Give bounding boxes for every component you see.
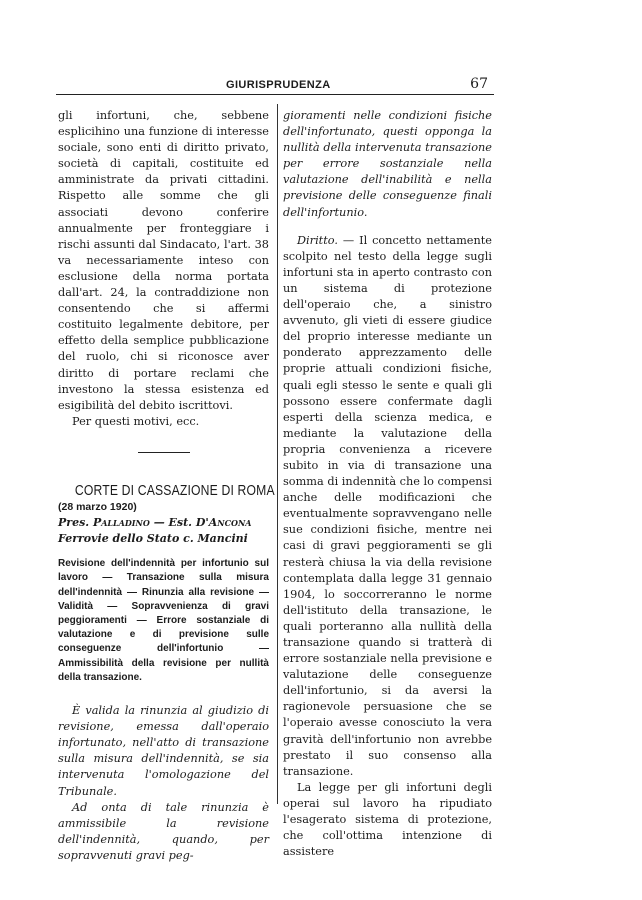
- column-divider: [277, 104, 278, 804]
- holding-paragraph-1: È valida la rinunzia al giudizio di revisione, emessa dall'operaio infortunato, nell'atto di transazione sulla misura dell'indennità, se sia intervenuta l'omologazione del Tribunale.: [58, 704, 269, 798]
- holding-paragraph-2: Ad onta di tale rinunzia è ammissibile la revisione dell'indennità, quando, per sopravvenuti gravi peg-: [58, 800, 269, 862]
- case-parties-line2: Ferrovie dello Stato c. Mancini: [58, 532, 248, 546]
- case-parties-line1: [58, 515, 269, 531]
- right-column: [283, 108, 492, 860]
- left-paragraph-continuation: gli infortuni, che, sebbene esplicihino una funzione di interesse sociale, sono enti di diritto privato, società di capitali, costituite ed amministrate da privati cittadini. Rispetto alle somme che gli associati devono conferire annualmente per fronteggiare i rischi assunti dal Sindacato, l'art. 38 va necessariamente inteso con esclusione della norma portata dall'art. 24, la contraddizione non consentendo che si affermi costituito legalmente debitore, per effetto della semplice pubblicazione del ruolo, chi si riconosce aver diritto di portare reclami che investono la stessa esistenza ed esigibilità del debito iscrittovi.: [58, 109, 269, 412]
- page-number: 67: [470, 76, 488, 92]
- running-head: [56, 76, 494, 95]
- left-column: [58, 108, 275, 864]
- paragraph-gap: [283, 221, 492, 233]
- court-heading: CORTE DI CASSAZIONE DI ROMA: [74, 482, 275, 499]
- section-separator: [138, 452, 190, 453]
- diritto-text: — Il concetto nettamente scolpito nel testo della legge sugli infortuni sta in aperto contrasto con un sistema di protezione dell'operaio che, a sinistro avvenuto, gli vieti di essere giudice del proprio interesse mediante un ponderato apprezzamento delle proprie attuali condizioni fisiche, quali egli stesso le sente e quali gli possono essere confermate dagli esperti della scienza medica, e mediante la valutazione della propria convenienza a ricevere subito in via di transazione una somma di indennità che lo compensi anche delle modificazioni che eventualmente sopravvengano nelle sue condizioni fisiche, mentre nei casi di gravi peggioramenti se gli resterà chiusa la via della revisione contemplata dalla legge 31 gennaio 1904, lo soccorreranno le norme dell'istituto della transazione, le quali porteranno alla nullità della transazione quando si tratterà di errore sostanziale nella previsione e valutazione delle conseguenze dell'infortunio, si da aversi la ragionevole persuasione che se l'operaio avesse conosciuto la vera gravità dell'infortunio non avrebbe prestato il suo consenso alla transazione.: [283, 233, 492, 778]
- law-paragraph: La legge per gli infortuni degli operai sul lavoro ha ripudiato l'esagerato sistema di protezione, che coll'ottima intenzione di assistere: [283, 780, 492, 859]
- estensore-prefix: — Est.: [153, 516, 193, 530]
- president-name: Palladino: [92, 516, 150, 530]
- diritto-paragraph: [283, 233, 492, 780]
- holding-continuation: gioramenti nelle condizioni fisiche dell'infortunato, questi opponga la nullità della intervenuta transazione per errore sostanziale nella valutazione dell'inabilità e nella previsione delle conseguenze finali dell'infortunio.: [283, 109, 492, 219]
- decision-date: (28 marzo 1920): [58, 500, 137, 513]
- running-head-title: GIURISPRUDENZA: [226, 79, 331, 91]
- president-prefix: Pres.: [58, 516, 90, 530]
- diritto-label: Diritto.: [297, 233, 338, 247]
- case-maxim: Revisione dell'indennità per infortunio sul lavoro — Transazione sulla misura dell'indennità — Rinunzia alla revisione — Validità — Sopravvenienza di gravi peggioramenti — Errore sostanziale di valutazione e di previsione sulle conseguenze dell'infortunio — Ammissibilità della revisione per nullità della transazione.: [58, 558, 269, 683]
- estensore-name: D'Ancona: [195, 516, 252, 530]
- closing-formula: Per questi motivi, ecc.: [72, 414, 200, 428]
